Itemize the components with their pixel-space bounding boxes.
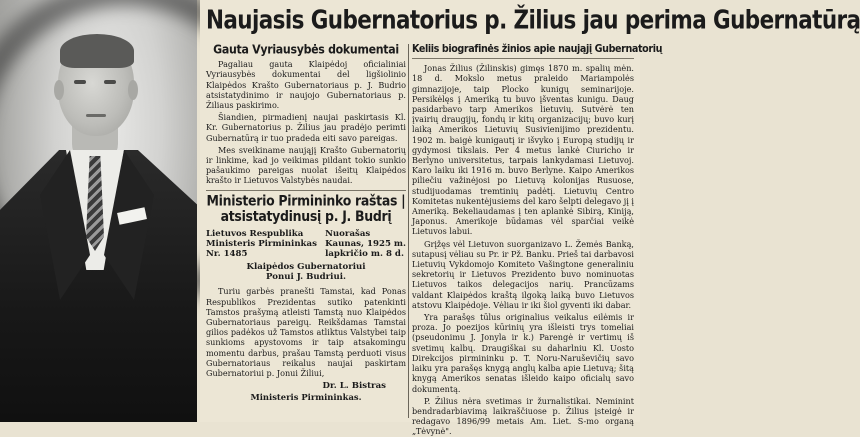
left-column [206,44,406,422]
paragraph: Mes sveikiname naująjį Krašto Gubernatorių ir linkime, kad jo veikimas pildant tokio sunkio pašaukimo pareigas nuolat išeitų Klaipėdos krašto ir Lietuvos Valstybės naudai. [206,144,406,186]
subhead-biography: Keliis biografinės žinios apie naująjį Gubernatorių [412,43,663,56]
left-eye [74,80,86,84]
divider-rule [206,190,406,191]
mouth [86,114,106,117]
letter-header [206,229,406,259]
paragraph: Šiandien, pirmadienį naujai paskirtasis Kl. Kr. Gubernatorius p. Žilius jau pradėjo perimti Gubernatūrą ir tuo pradeda eiti savo pareigas. [206,112,406,143]
right-column [412,43,663,437]
divider-rule [412,58,634,59]
letter-addressee: Klaipėdos Gubernatoriui Ponui J. Budriui. [246,261,366,283]
headline: Naujasis Gubernatorius p. Žilius jau perima Gubernatūrą [206,6,860,36]
newspaper-clipping [200,0,860,437]
left-ear [54,80,64,100]
portrait-photo [0,0,197,422]
paragraph: Jonas Žilius (Žilinskis) gimęs 1870 m. spalių mėn. 18 d. Mokslo metus praleido Mariampolės gimnazijoje, taip Plocko kunigų seminarijoje. Persikėlęs į Ameriką tu buvo įšventas kunigu. Daug pasidarbavo tarp Amerikos lietuvių. Sutvėrė ten įvairių draugijų, fondų ir kitų organizacijų; buvo kurį laiką Amerikos Lietuvių Susivienijimo prezidentu. 1902 m. baigė kunigautį ir išvyko į Europą studijų ir gydymosi tikslais. Per 4 metus lankė Ciuricho ir Berlyno universitetus, tarpais lankydamasi Lietuvoj. Karo laiku iki 1916 m. buvo Berlyne. Kaipo Amerikos piliečiu važinėjosi po Lietuvą kolonijas Rusuose, studijuodamas tremtinių padėtį. Lietuvių Centro Komitetas nukentėjusiems del karo šelpti delegavo jį į Ameriką. Bekeliaudamas į ten aplankė Sibirą, Kiniją, Japonus. Amerikoje būdamas vėl sparčiai veikė Lietuvos labui. [412,63,634,237]
paragraph: Pagaliau gauta Klaipėdoj oficialiniai Vyriausybės dokumentai del ligšiolinio Klaipėdos Krašto Gubernatoriaus p. J. Budrio atsistatydinimo ir naujojo Gubernatoriaus p. Žiliaus paskirimo. [206,59,406,111]
letter-sender: Lietuvos Respublika Ministeris Pirmininkas Nr. 1485 [206,228,317,259]
subhead-documents: Gauta Vyriausybės dokumentai [213,42,399,57]
paragraph: Grįžęs vėl Lietuvon suorganizavo L. Žemės Banką, sutapusį vėliau su Pr. ir Pž. Banku. Prieš tai darbavosi Lietuvių Vykdomojo Komiteto Vašingtone generaliniu sekretorių ir Lietuvos Prezidento buvo nominuotas Lietuvos taikos delegacijos narių. Prancūzams valdant Klaipėdos kraštą ilgoką laiką buvo Lietuvos atstovu Klaipėdoje. Vėliau ir iki šiol gyventi iki dabar. [412,238,634,310]
paragraph: Yra parašęs tūlus originalius veikalus eilėmis ir proza. Jo poezijos kūrinių yra išleisti trys tomeliai (pseudonimu J. Jonyla ir k.) Parengė ir vertimų iš svetimų kalbų. Draugiškai su daharlniu Kl. Uosto Direkcijos pirmininku p. T. Noru-Naruševičių savo laiku yra parašęs knygą anglų kalba apie Lietuvą; šitą knygą Amerikos senatas išleido kaipo oficialų savo dokumentą. [412,312,634,394]
paragraph: P. Žilius nėra svetimas ir žurnalistikai. Neminint bendradarbiavimą laikraščiuose p. Žilius įsteigė ir redagavo 1896/99 metais Am. Liet. S-mo organą „Tėvynė". [412,395,634,437]
column-divider [408,44,409,418]
subhead-minister-letter: Ministerio Pirmininko raštas | atsistatydinusį p. J. Budrį [206,192,406,225]
letter-date: Nuorašas Kaunas, 1925 m. lapkričio m. 8 d. [325,228,406,259]
hair [60,34,134,68]
letter-body: Turiu garbės pranešti Tamstai, kad Ponas Respublikos Prezidentas sutiko patenkinti Tamstos prašymą atleisti Tamstą nuo Klaipėdos Gubernatoriaus pareigų. Reikšdamas Tamstai gilios padėkos už Tamstos atliktus Valstybei taip sunkioms apystovoms ir taip atsakomingu momentu darbus, prašau Tamstą perduoti visus Gubernatoriaus reikalus naujai paskirtam Gubernatoriui p. Jonui Žiliui, [206,286,406,379]
signature: Dr. L. Bistras [322,381,386,392]
signature-title: Ministeris Pirmininkas. [250,392,362,403]
right-eye [104,80,116,84]
right-ear [128,80,138,100]
